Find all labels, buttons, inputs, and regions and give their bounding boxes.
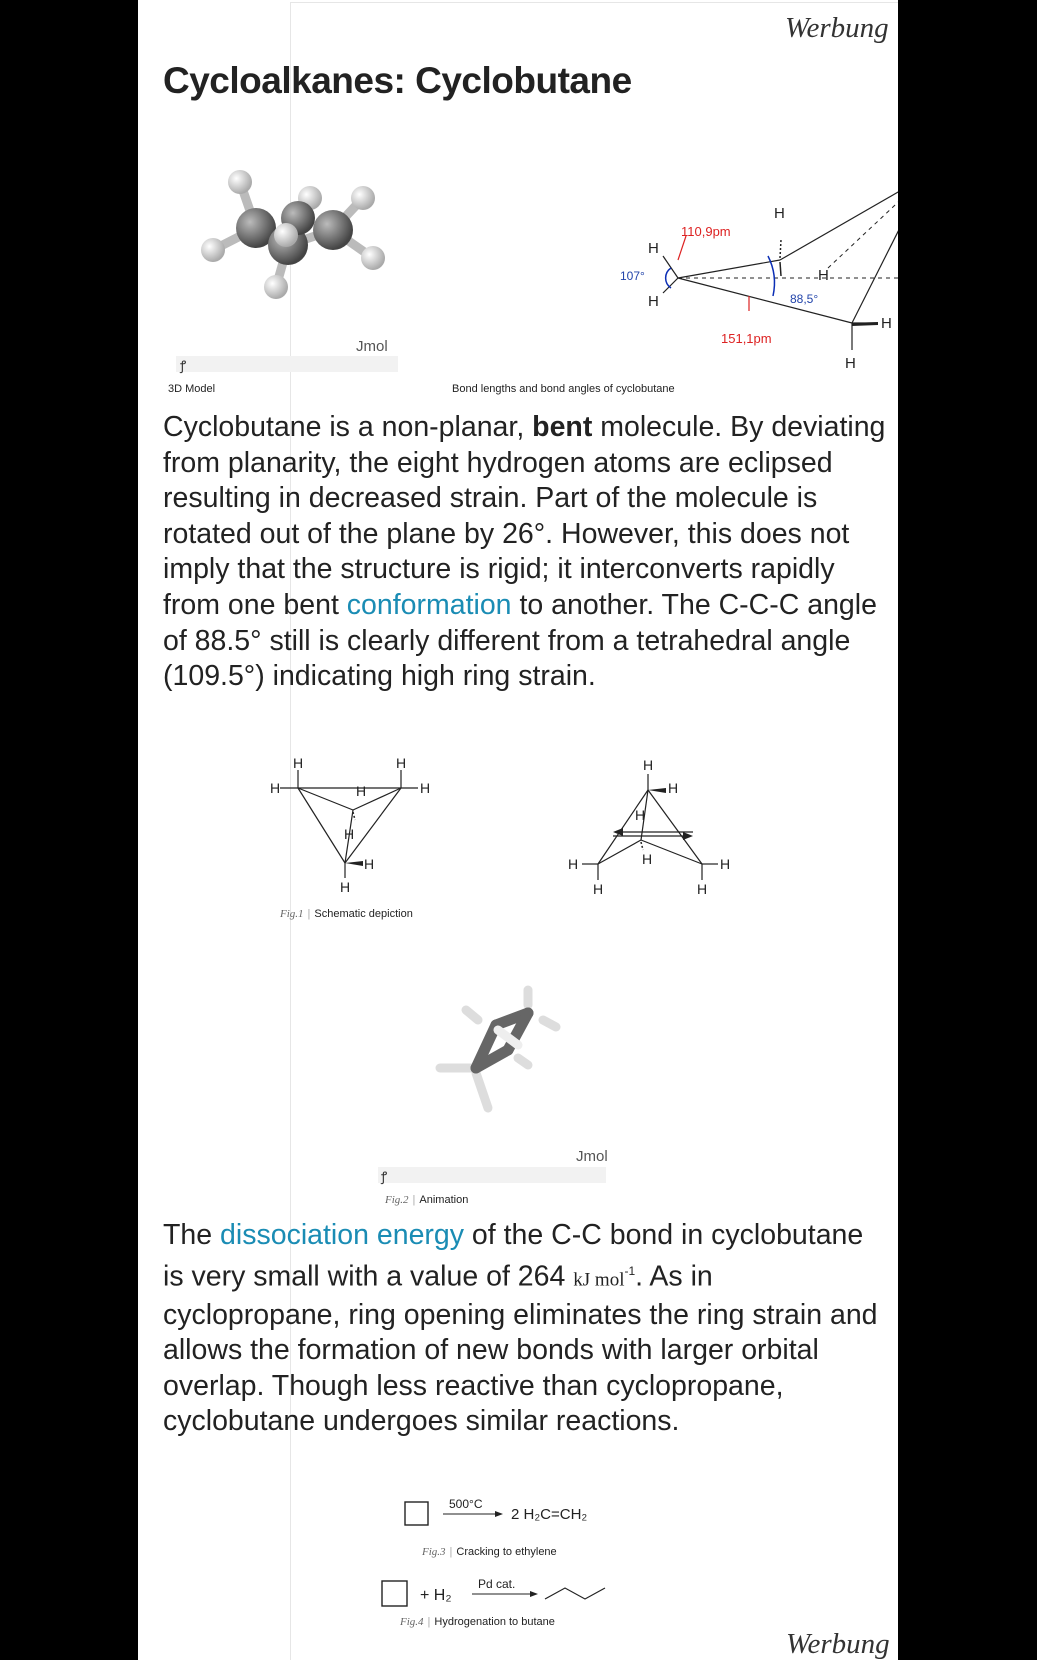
jmol-toolbar[interactable]: [176, 356, 398, 372]
fig4-caption-text: Hydrogenation to butane: [434, 1616, 555, 1628]
angle-hch-label: 107°: [620, 269, 645, 283]
butane-zigzag: [545, 1588, 605, 1599]
jmol-3d-model[interactable]: [158, 140, 398, 380]
bold-term-bent: bent: [532, 411, 593, 443]
h-atom-label: H: [568, 856, 579, 872]
paragraph-text: to another. The C-C-C angle of 88.5° still is clearly different from a tetrahedral angle (109.5°) indicating high ring strain.: [163, 588, 877, 693]
fig3-number: Fig.3: [422, 1546, 446, 1558]
cyclobutane-square: [405, 1502, 428, 1525]
cracking-reaction: [403, 1494, 643, 1534]
h-atom-label: H: [642, 851, 653, 867]
fig4-number: Fig.4: [400, 1616, 424, 1628]
ad-label-bottom[interactable]: Werbung: [786, 1628, 890, 1660]
h-atom-label: H: [635, 807, 646, 823]
paragraph-structure: [163, 410, 888, 695]
paragraph-text: Cyclobutane is a non-planar,: [163, 411, 533, 443]
bond-ch-label: 110,9pm: [681, 224, 731, 239]
fig1-caption-text: Schematic depiction: [314, 908, 413, 920]
paragraph-text: of the C-C bond in cyclobutane is very small with a value of 264: [163, 1219, 864, 1293]
jmol-label: Jmol: [576, 1148, 608, 1165]
h-atom-label: H: [648, 240, 659, 257]
h-atom-label: H: [697, 881, 708, 897]
h-atom-label: H: [818, 267, 829, 284]
content-page: [138, 0, 979, 1660]
h-atom-label: H: [593, 881, 604, 897]
h-atom-label: H: [293, 755, 304, 771]
h-atom-label: H: [668, 780, 679, 796]
model-caption: 3D Model: [168, 383, 216, 395]
jmol-toolbar[interactable]: [378, 1167, 606, 1183]
h-atom-label: H: [356, 783, 367, 799]
fig2-caption-text: Animation: [419, 1194, 469, 1206]
bond-figure-caption: Bond lengths and bond angles of cyclobutane: [452, 383, 675, 395]
link-conformation[interactable]: conformation: [346, 588, 512, 621]
energy-unit: kJ mol: [573, 1269, 625, 1291]
paragraph-text: The: [163, 1219, 221, 1251]
jmol-animation[interactable]: [378, 965, 628, 1185]
paragraph-reactivity: [163, 1218, 888, 1440]
fig1-number: Fig.1: [280, 908, 304, 920]
paragraph-text: . As in cyclopropane, ring opening eliminates the ring strain and allows the formation of new bonds with larger orbital overlap. Though less reactive than cyclopropane, cyclobutane undergoes similar reactions.: [163, 1260, 878, 1438]
fig3-caption-text: Cracking to ethylene: [456, 1546, 557, 1558]
ad-label-top[interactable]: Werbung: [785, 12, 889, 44]
h-atom-label: H: [420, 780, 431, 796]
hydrogenation-reagent: + H₂: [420, 1587, 452, 1604]
h-atom-label: H: [340, 879, 351, 895]
fig2-number: Fig.2: [385, 1194, 409, 1206]
fig2-caption: Fig.2 | Animation: [385, 1194, 469, 1206]
h-atom-label: H: [396, 755, 407, 771]
h-atom-label: H: [881, 315, 892, 332]
h-atom-label: H: [720, 856, 731, 872]
bond-cc-label: 151,1pm: [721, 331, 772, 346]
jmol-label: Jmol: [356, 338, 388, 355]
hydrogenation-reaction: [380, 1574, 630, 1614]
molecule-animation-render[interactable]: [378, 965, 628, 1135]
cyclobutane-square: [382, 1581, 407, 1606]
cracking-condition: 500°C: [449, 1497, 483, 1511]
jmol-logo-icon[interactable]: ꝭ: [381, 1169, 388, 1184]
fig1-caption: Fig.1 | Schematic depiction: [280, 908, 413, 920]
schematic-depiction-diagram: [268, 750, 768, 900]
h-atom-label: H: [648, 293, 659, 310]
page-title: Cycloalkanes: Cyclobutane: [163, 60, 632, 101]
bond-diagram: 110,9pm 151,1pm 107° 88,5° 26° H H H H H H H H: [620, 137, 979, 372]
h-atom-label: H: [344, 826, 355, 842]
hydrogenation-condition: Pd cat.: [478, 1577, 516, 1591]
h-atom-label: H: [774, 205, 785, 222]
angle-ccc-label: 88,5°: [790, 292, 819, 306]
jmol-logo-icon[interactable]: ꝭ: [180, 358, 187, 373]
h-atom-label: H: [364, 856, 375, 872]
cracking-product: 2 H₂C=CH₂: [511, 1506, 588, 1523]
h-atom-label: H: [845, 355, 856, 372]
h-atom-label: H: [643, 757, 654, 773]
fig4-caption: Fig.4 | Hydrogenation to butane: [400, 1616, 555, 1628]
link-dissociation-energy[interactable]: dissociation energy: [220, 1219, 465, 1251]
unit-exponent: -1: [624, 1263, 636, 1278]
paragraph-text: molecule. By deviating from planarity, the eight hydrogen atoms are eclipsed resulting in decreased strain. Part of the molecule is rotated out of the plane by 26°. However, this does not imply that the structure is rigid; it interconverts rapidly from one bent: [163, 411, 886, 621]
fig3-caption: Fig.3 | Cracking to ethylene: [422, 1546, 557, 1558]
molecule-3d-render[interactable]: [158, 140, 398, 340]
h-atom-label: H: [270, 780, 281, 796]
